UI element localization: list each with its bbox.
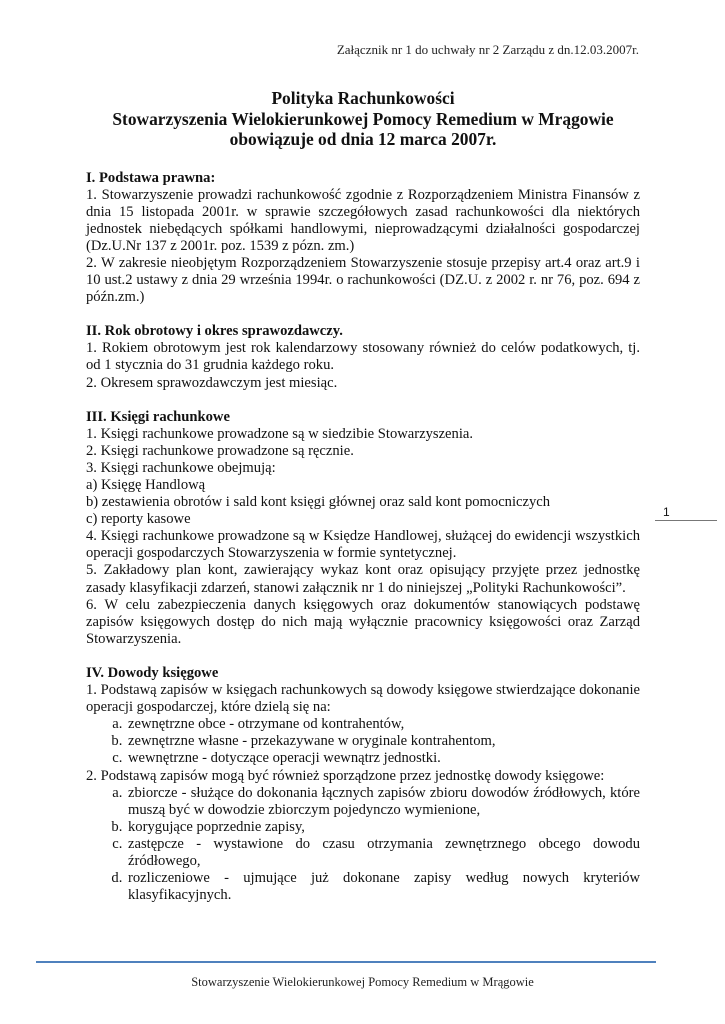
footer-divider <box>36 961 656 963</box>
page-number-divider <box>655 520 717 521</box>
paragraph: 1. Rokiem obrotowym jest rok kalendarzowy stosowany również do celów podatkowych, tj. od 1 stycznia do 31 grudnia każdego roku. <box>86 340 640 374</box>
paragraph: 6. W celu zabezpieczenia danych księgowych oraz dokumentów stanowiących podstawę zapisów księgowych dostęp do nich mają wyłącznie pracownicy księgowości oraz Zarząd Stowarzyszenia. <box>86 596 640 647</box>
paragraph: 2. Okresem sprawozdawczym jest miesiąc. <box>86 374 338 391</box>
document-title <box>86 88 640 150</box>
paragraph: 1. Stowarzyszenie prowadzi rachunkowość zgodnie z Rozporządzeniem Ministra Finansów z dnia 15 listopada 2001r. w sprawie szczegółowych zasad rachunkowości dla niektórych jednostek niebędących spółkami handlowymi, nieprowadzącymi działalności gospodarczej (Dz.U.Nr 137 z 2001r. poz. 1539 z pózn. zm.) <box>86 186 640 254</box>
section-heading: III. Księgi rachunkowe <box>86 408 230 425</box>
section-heading: I. Podstawa prawna: <box>86 169 216 186</box>
paragraph: 1. Podstawą zapisów w księgach rachunkowych są dowody księgowe stwierdzające dokonanie operacji gospodarczej, które dzielą się na: <box>86 682 640 716</box>
list-line: 3. Księgi rachunkowe obejmują: <box>86 459 276 476</box>
list-item: c. zastępcze - wystawione do czasu otrzymania zewnętrznego obcego dowodu źródłowego, <box>126 836 640 870</box>
title-line: Stowarzyszenia Wielokierunkowej Pomocy Remedium w Mrągowie <box>112 108 614 129</box>
list-line: b) zestawienia obrotów i sald kont księgi głównej oraz sald kont pomocniczych <box>86 494 551 511</box>
list-item: b. zewnętrzne własne - przekazywane w oryginale kontrahentom, <box>126 733 640 750</box>
title-line: Polityka Rachunkowości <box>271 88 455 108</box>
list-line: c) reporty kasowe <box>86 511 191 528</box>
prepared-documents-list <box>86 785 640 905</box>
paragraph: 2. Podstawą zapisów mogą być również sporządzone przez jednostkę dowody księgowe: <box>86 767 605 784</box>
section-heading: IV. Dowody księgowe <box>86 664 219 681</box>
list-item: a. zewnętrzne obce - otrzymane od kontrahentów, <box>126 716 640 733</box>
list-line: 1. Księgi rachunkowe prowadzone są w siedzibie Stowarzyszenia. <box>86 425 474 442</box>
attachment-note: Załącznik nr 1 do uchwały nr 2 Zarządu z dn.12.03.2007r. <box>336 42 639 57</box>
document-types-list <box>86 716 640 767</box>
list-item: d. rozliczeniowe - ujmujące już dokonane zapisy według nowych kryteriów klasyfikacyjnych. <box>126 870 640 904</box>
list-line: 2. Księgi rachunkowe prowadzone są ręcznie. <box>86 442 354 459</box>
section-heading: II. Rok obrotowy i okres sprawozdawczy. <box>86 323 343 340</box>
paragraph: 4. Księgi rachunkowe prowadzone są w Księdze Handlowej, służącej do ewidencji wszystkich operacji gospodarczych Stowarzyszenia w formie syntetycznej. <box>86 528 640 562</box>
document-body <box>86 88 640 904</box>
paragraph: 5. Zakładowy plan kont, zawierający wykaz kont oraz opisujący przyjęte przez jednostkę zasady klasyfikacji zdarzeń, stanowi załącznik nr 1 do niniejszej „Polityki Rachunkowości”. <box>86 562 640 596</box>
list-item: c. wewnętrzne - dotyczące operacji wewnątrz jednostki. <box>126 750 640 767</box>
title-line: obowiązuje od dnia 12 marca 2007r. <box>229 129 497 149</box>
list-item: a. zbiorcze - służące do dokonania łącznych zapisów zbioru dowodów źródłowych, które muszą być w dowodzie zbiorczym pojedynczo wymienione, <box>126 785 640 819</box>
page-number: 1 <box>663 505 670 519</box>
list-line: a) Księgę Handlową <box>86 477 206 493</box>
page-footer: Stowarzyszenie Wielokierunkowej Pomocy Remedium w Mrągowie <box>191 975 534 989</box>
list-item: b. korygujące poprzednie zapisy, <box>126 819 640 836</box>
paragraph: 2. W zakresie nieobjętym Rozporządzeniem Stowarzyszenie stosuje przepisy art.4 oraz art.9 i 10 ust.2 ustawy z dnia 29 września 1994r. o rachunkowości (DZ.U. z 2002 r. nr 76, poz. 694 z późn.zm.) <box>86 254 640 306</box>
